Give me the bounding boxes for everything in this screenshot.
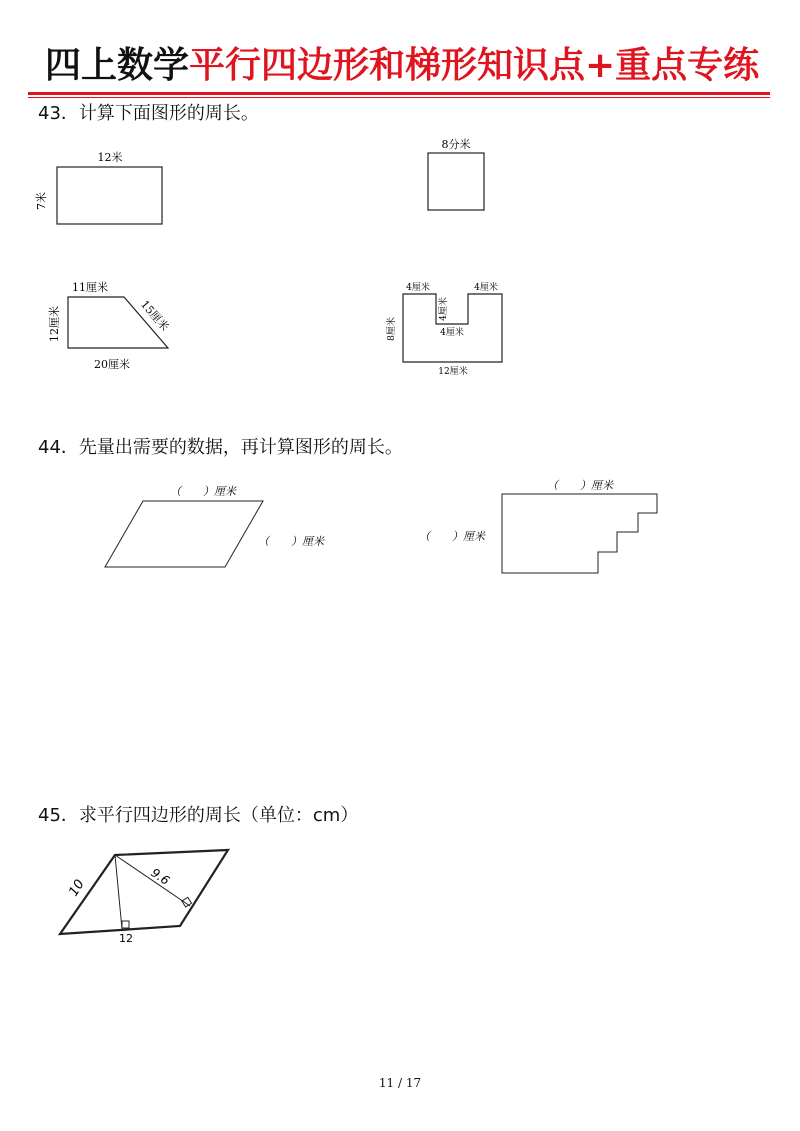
q45-right-angle-mark-bottom — [122, 921, 129, 928]
page-number: 11 / 17 — [378, 1076, 422, 1090]
q45-side-label: 10 — [66, 877, 88, 900]
q45-base-height-line — [115, 855, 122, 929]
rectangle-shape — [57, 167, 162, 224]
q43-ushape-figure — [380, 275, 520, 380]
ushape-left-top-label: 4厘米 — [406, 283, 430, 293]
page-title — [45, 40, 759, 92]
square-side-label: 8分米 — [441, 138, 471, 151]
trapezoid-left-label: 12厘米 — [48, 306, 61, 342]
parallelogram-shape — [105, 501, 263, 567]
q45-height-label: 9.6 — [148, 865, 173, 888]
q43-square-figure — [415, 130, 505, 220]
title-black-part: 四上数学 — [45, 45, 190, 86]
q45-parallelogram-shape — [60, 850, 228, 934]
q44-staircase-figure — [400, 470, 680, 585]
trapezoid-slant-label: 15厘米 — [137, 297, 172, 334]
rectangle-height-label: 7米 — [35, 192, 48, 210]
q45-parallelogram-figure — [50, 840, 240, 950]
ushape-notch-bottom-label: 4厘米 — [440, 328, 464, 338]
ushape-right-top-label: 4厘米 — [474, 283, 498, 293]
question-44-title: 44．先量出需要的数据，再计算图形的周长。 — [38, 437, 403, 458]
staircase-top-blank: （ ）厘米 — [547, 479, 613, 492]
title-rule-thick — [28, 92, 770, 95]
title-red-part: 平行四边形和梯形知识点+重点专练 — [189, 45, 760, 86]
staircase-left-blank: （ ）厘米 — [419, 530, 485, 543]
parallelogram-side-blank: （ ）厘米 — [258, 535, 324, 548]
staircase-shape — [502, 494, 657, 573]
q43-rectangle-figure — [30, 145, 180, 235]
trapezoid-bottom-label: 20厘米 — [94, 358, 130, 371]
ushape-height-label: 8厘米 — [387, 317, 397, 341]
q45-side-height-line — [115, 855, 190, 906]
question-45-title: 45．求平行四边形的周长（单位：cm） — [38, 805, 359, 826]
question-43-title: 43．计算下面图形的周长。 — [38, 103, 259, 124]
q45-base-label: 12 — [119, 932, 133, 945]
q43-trapezoid-figure — [40, 272, 180, 377]
ushape-bottom-label: 12厘米 — [438, 367, 468, 377]
q44-parallelogram-figure — [95, 475, 355, 580]
rectangle-width-label: 12米 — [97, 151, 123, 164]
title-rule-thin — [28, 97, 770, 98]
square-shape — [428, 153, 484, 210]
ushape-notch-depth-label: 4厘米 — [439, 297, 449, 321]
parallelogram-top-blank: （ ）厘米 — [170, 485, 236, 498]
trapezoid-top-label: 11厘米 — [72, 281, 108, 294]
